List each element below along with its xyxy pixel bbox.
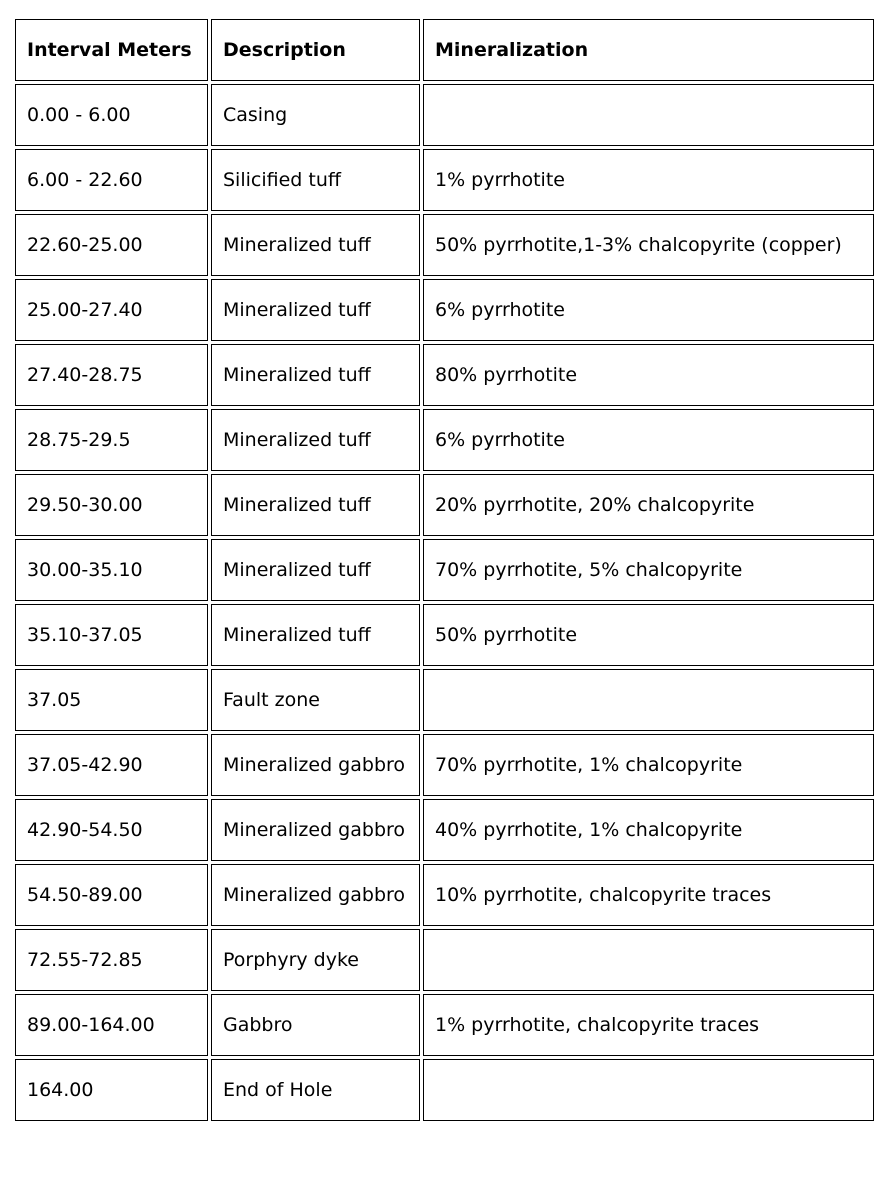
cell-mineralization: 6% pyrrhotite — [423, 279, 874, 341]
cell-description: Mineralized tuff — [211, 344, 420, 406]
cell-mineralization: 6% pyrrhotite — [423, 409, 874, 471]
cell-interval: 22.60-25.00 — [15, 214, 208, 276]
cell-interval: 6.00 - 22.60 — [15, 149, 208, 211]
cell-interval: 35.10-37.05 — [15, 604, 208, 666]
drill-log-table-container — [12, 16, 877, 1124]
cell-mineralization: 80% pyrrhotite — [423, 344, 874, 406]
table-row — [15, 669, 874, 731]
cell-interval: 72.55-72.85 — [15, 929, 208, 991]
cell-description: Mineralized gabbro — [211, 864, 420, 926]
cell-mineralization: 20% pyrrhotite, 20% chalcopyrite — [423, 474, 874, 536]
table-row — [15, 799, 874, 861]
cell-description: Mineralized tuff — [211, 409, 420, 471]
table-row — [15, 604, 874, 666]
cell-mineralization: 50% pyrrhotite — [423, 604, 874, 666]
cell-mineralization: 1% pyrrhotite, chalcopyrite traces — [423, 994, 874, 1056]
cell-description: Silicified tuff — [211, 149, 420, 211]
cell-description: Gabbro — [211, 994, 420, 1056]
table-header-row — [15, 19, 874, 81]
cell-description: End of Hole — [211, 1059, 420, 1121]
drill-log-table — [12, 16, 877, 1124]
cell-mineralization — [423, 1059, 874, 1121]
cell-mineralization: 50% pyrrhotite,1-3% chalcopyrite (copper) — [423, 214, 874, 276]
cell-mineralization: 40% pyrrhotite, 1% chalcopyrite — [423, 799, 874, 861]
cell-interval: 164.00 — [15, 1059, 208, 1121]
table-row — [15, 84, 874, 146]
cell-mineralization: 1% pyrrhotite — [423, 149, 874, 211]
cell-interval: 29.50-30.00 — [15, 474, 208, 536]
cell-interval: 27.40-28.75 — [15, 344, 208, 406]
table-row — [15, 409, 874, 471]
table-row — [15, 539, 874, 601]
cell-description: Porphyry dyke — [211, 929, 420, 991]
table-row — [15, 864, 874, 926]
cell-interval: 42.90-54.50 — [15, 799, 208, 861]
cell-interval: 0.00 - 6.00 — [15, 84, 208, 146]
cell-mineralization — [423, 84, 874, 146]
cell-interval: 28.75-29.5 — [15, 409, 208, 471]
table-row — [15, 994, 874, 1056]
cell-mineralization: 10% pyrrhotite, chalcopyrite traces — [423, 864, 874, 926]
cell-description: Mineralized tuff — [211, 604, 420, 666]
table-row — [15, 1059, 874, 1121]
table-row — [15, 214, 874, 276]
cell-description: Fault zone — [211, 669, 420, 731]
table-row — [15, 929, 874, 991]
cell-mineralization: 70% pyrrhotite, 1% chalcopyrite — [423, 734, 874, 796]
table-row — [15, 734, 874, 796]
cell-description: Mineralized tuff — [211, 214, 420, 276]
table-row — [15, 149, 874, 211]
cell-interval: 37.05 — [15, 669, 208, 731]
table-row — [15, 344, 874, 406]
cell-description: Mineralized tuff — [211, 539, 420, 601]
cell-description: Mineralized gabbro — [211, 734, 420, 796]
cell-description: Casing — [211, 84, 420, 146]
cell-interval: 25.00-27.40 — [15, 279, 208, 341]
table-row — [15, 474, 874, 536]
header-mineralization: Mineralization — [423, 19, 874, 81]
cell-interval: 89.00-164.00 — [15, 994, 208, 1056]
cell-mineralization: 70% pyrrhotite, 5% chalcopyrite — [423, 539, 874, 601]
header-interval-meters: Interval Meters — [15, 19, 208, 81]
cell-description: Mineralized gabbro — [211, 799, 420, 861]
cell-interval: 30.00-35.10 — [15, 539, 208, 601]
table-row — [15, 279, 874, 341]
cell-mineralization — [423, 669, 874, 731]
cell-interval: 54.50-89.00 — [15, 864, 208, 926]
cell-interval: 37.05-42.90 — [15, 734, 208, 796]
cell-description: Mineralized tuff — [211, 279, 420, 341]
header-description: Description — [211, 19, 420, 81]
cell-mineralization — [423, 929, 874, 991]
cell-description: Mineralized tuff — [211, 474, 420, 536]
